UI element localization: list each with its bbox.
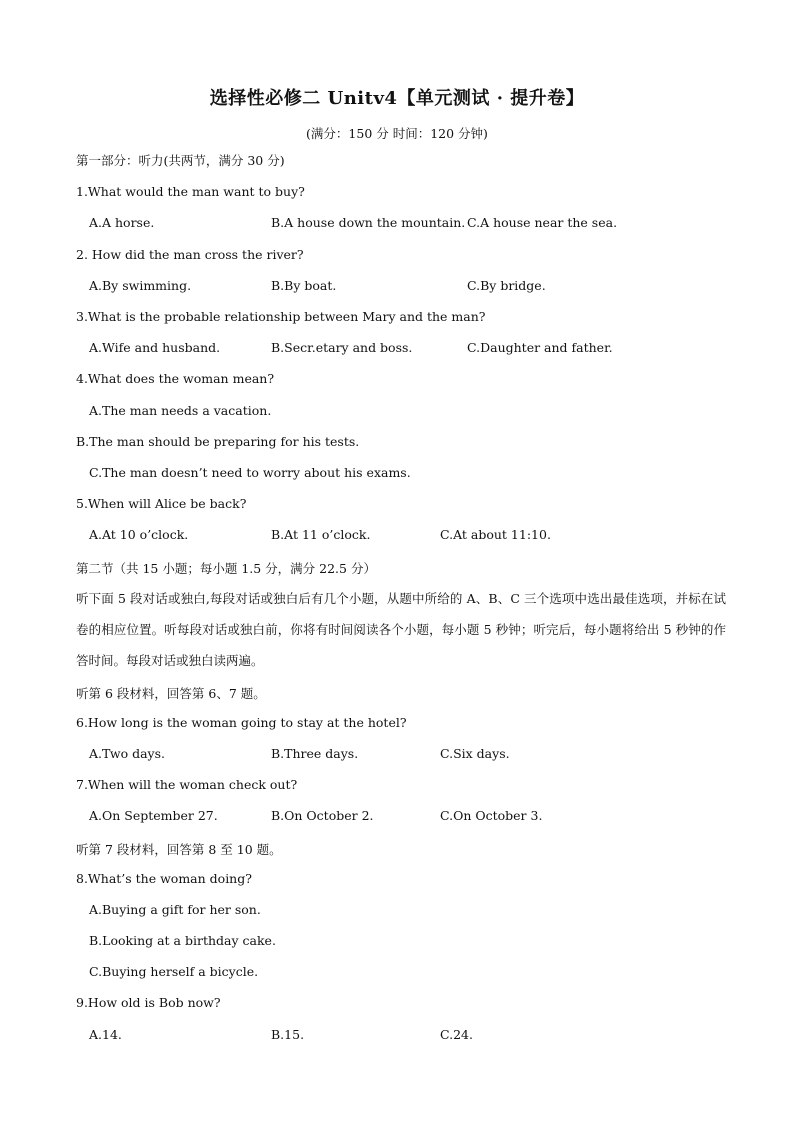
question-2-option-c: C.By bridge. <box>467 278 546 293</box>
question-8-option-b: B.Looking at a birthday cake. <box>89 933 276 948</box>
question-5-stem: 5.When will Alice be back? <box>76 496 247 511</box>
question-6-option-b: B.Three days. <box>271 746 359 761</box>
exam-title: 选择性必修二 Unitv4【单元测试 · 提升卷】 <box>209 88 585 109</box>
question-7-stem: 7.When will the woman check out? <box>76 777 298 792</box>
question-3-option-a: A.Wife and husband. <box>89 340 221 355</box>
part1-heading: 第一部分：听力(共两节，满分 30 分) <box>76 153 285 168</box>
question-3-option-b: B.Secr.etary and boss. <box>271 340 413 355</box>
section2-instructions: 听下面 5 段对话或独白,每段对话或独白后有几个小题，从题中所给的 A、B、C 三个选项中选出最佳选项，并标在试卷的相应位置。听每段对话或独白前，你将有时间阅读各个小题，每小题 5 秒钟；听完后，每小题将给出 5 秒钟的作答时间。每段对话或独白读两遍。 <box>76 591 726 668</box>
question-8-option-a: A.Buying a gift for her son. <box>89 902 261 917</box>
question-2-option-b: B.By boat. <box>271 278 337 293</box>
question-4-stem: 4.What does the woman mean? <box>76 371 275 386</box>
question-1-option-b: B.A house down the mountain. <box>271 215 466 230</box>
question-3-option-c: C.Daughter and father. <box>467 340 613 355</box>
question-1-stem: 1.What would the man want to buy? <box>76 184 305 199</box>
question-6-option-c: C.Six days. <box>440 746 510 761</box>
question-7-option-c: C.On October 3. <box>440 808 543 823</box>
question-8-option-c: C.Buying herself a bicycle. <box>89 964 259 979</box>
question-9-stem: 9.How old is Bob now? <box>76 995 221 1010</box>
exam-subtitle: (满分：150 分 时间：120 分钟) <box>306 126 488 141</box>
question-4-option-b: B.The man should be preparing for his tests. <box>76 434 360 449</box>
question-3-stem: 3.What is the probable relationship between Mary and the man? <box>76 309 486 324</box>
section2-heading: 第二节（共 15 小题；每小题 1.5 分，满分 22.5 分） <box>76 561 376 576</box>
question-2-stem: 2. How did the man cross the river? <box>76 247 304 262</box>
question-5-option-a: A.At 10 o’clock. <box>89 527 189 542</box>
question-8-stem: 8.What’s the woman doing? <box>76 871 252 886</box>
question-9-option-b: B.15. <box>271 1027 305 1042</box>
question-6-stem: 6.How long is the woman going to stay at the hotel? <box>76 715 407 730</box>
question-9-option-a: A.14. <box>89 1027 122 1042</box>
question-5-option-b: B.At 11 o’clock. <box>271 527 371 542</box>
material-6-heading: 听第 6 段材料，回答第 6、7 题。 <box>76 686 266 701</box>
question-6-option-a: A.Two days. <box>89 746 165 761</box>
question-1-option-a: A.A horse. <box>89 215 155 230</box>
question-5-option-c: C.At about 11:10. <box>440 527 551 542</box>
question-1-option-c: C.A house near the sea. <box>467 215 618 230</box>
question-7-option-b: B.On October 2. <box>271 808 374 823</box>
question-4-option-c: C.The man doesn’t need to worry about his exams. <box>89 465 411 480</box>
question-2-option-a: A.By swimming. <box>89 278 192 293</box>
question-4-option-a: A.The man needs a vacation. <box>89 403 272 418</box>
question-7-option-a: A.On September 27. <box>89 808 218 823</box>
material-7-heading: 听第 7 段材料，回答第 8 至 10 题。 <box>76 842 282 857</box>
question-9-option-c: C.24. <box>440 1027 473 1042</box>
